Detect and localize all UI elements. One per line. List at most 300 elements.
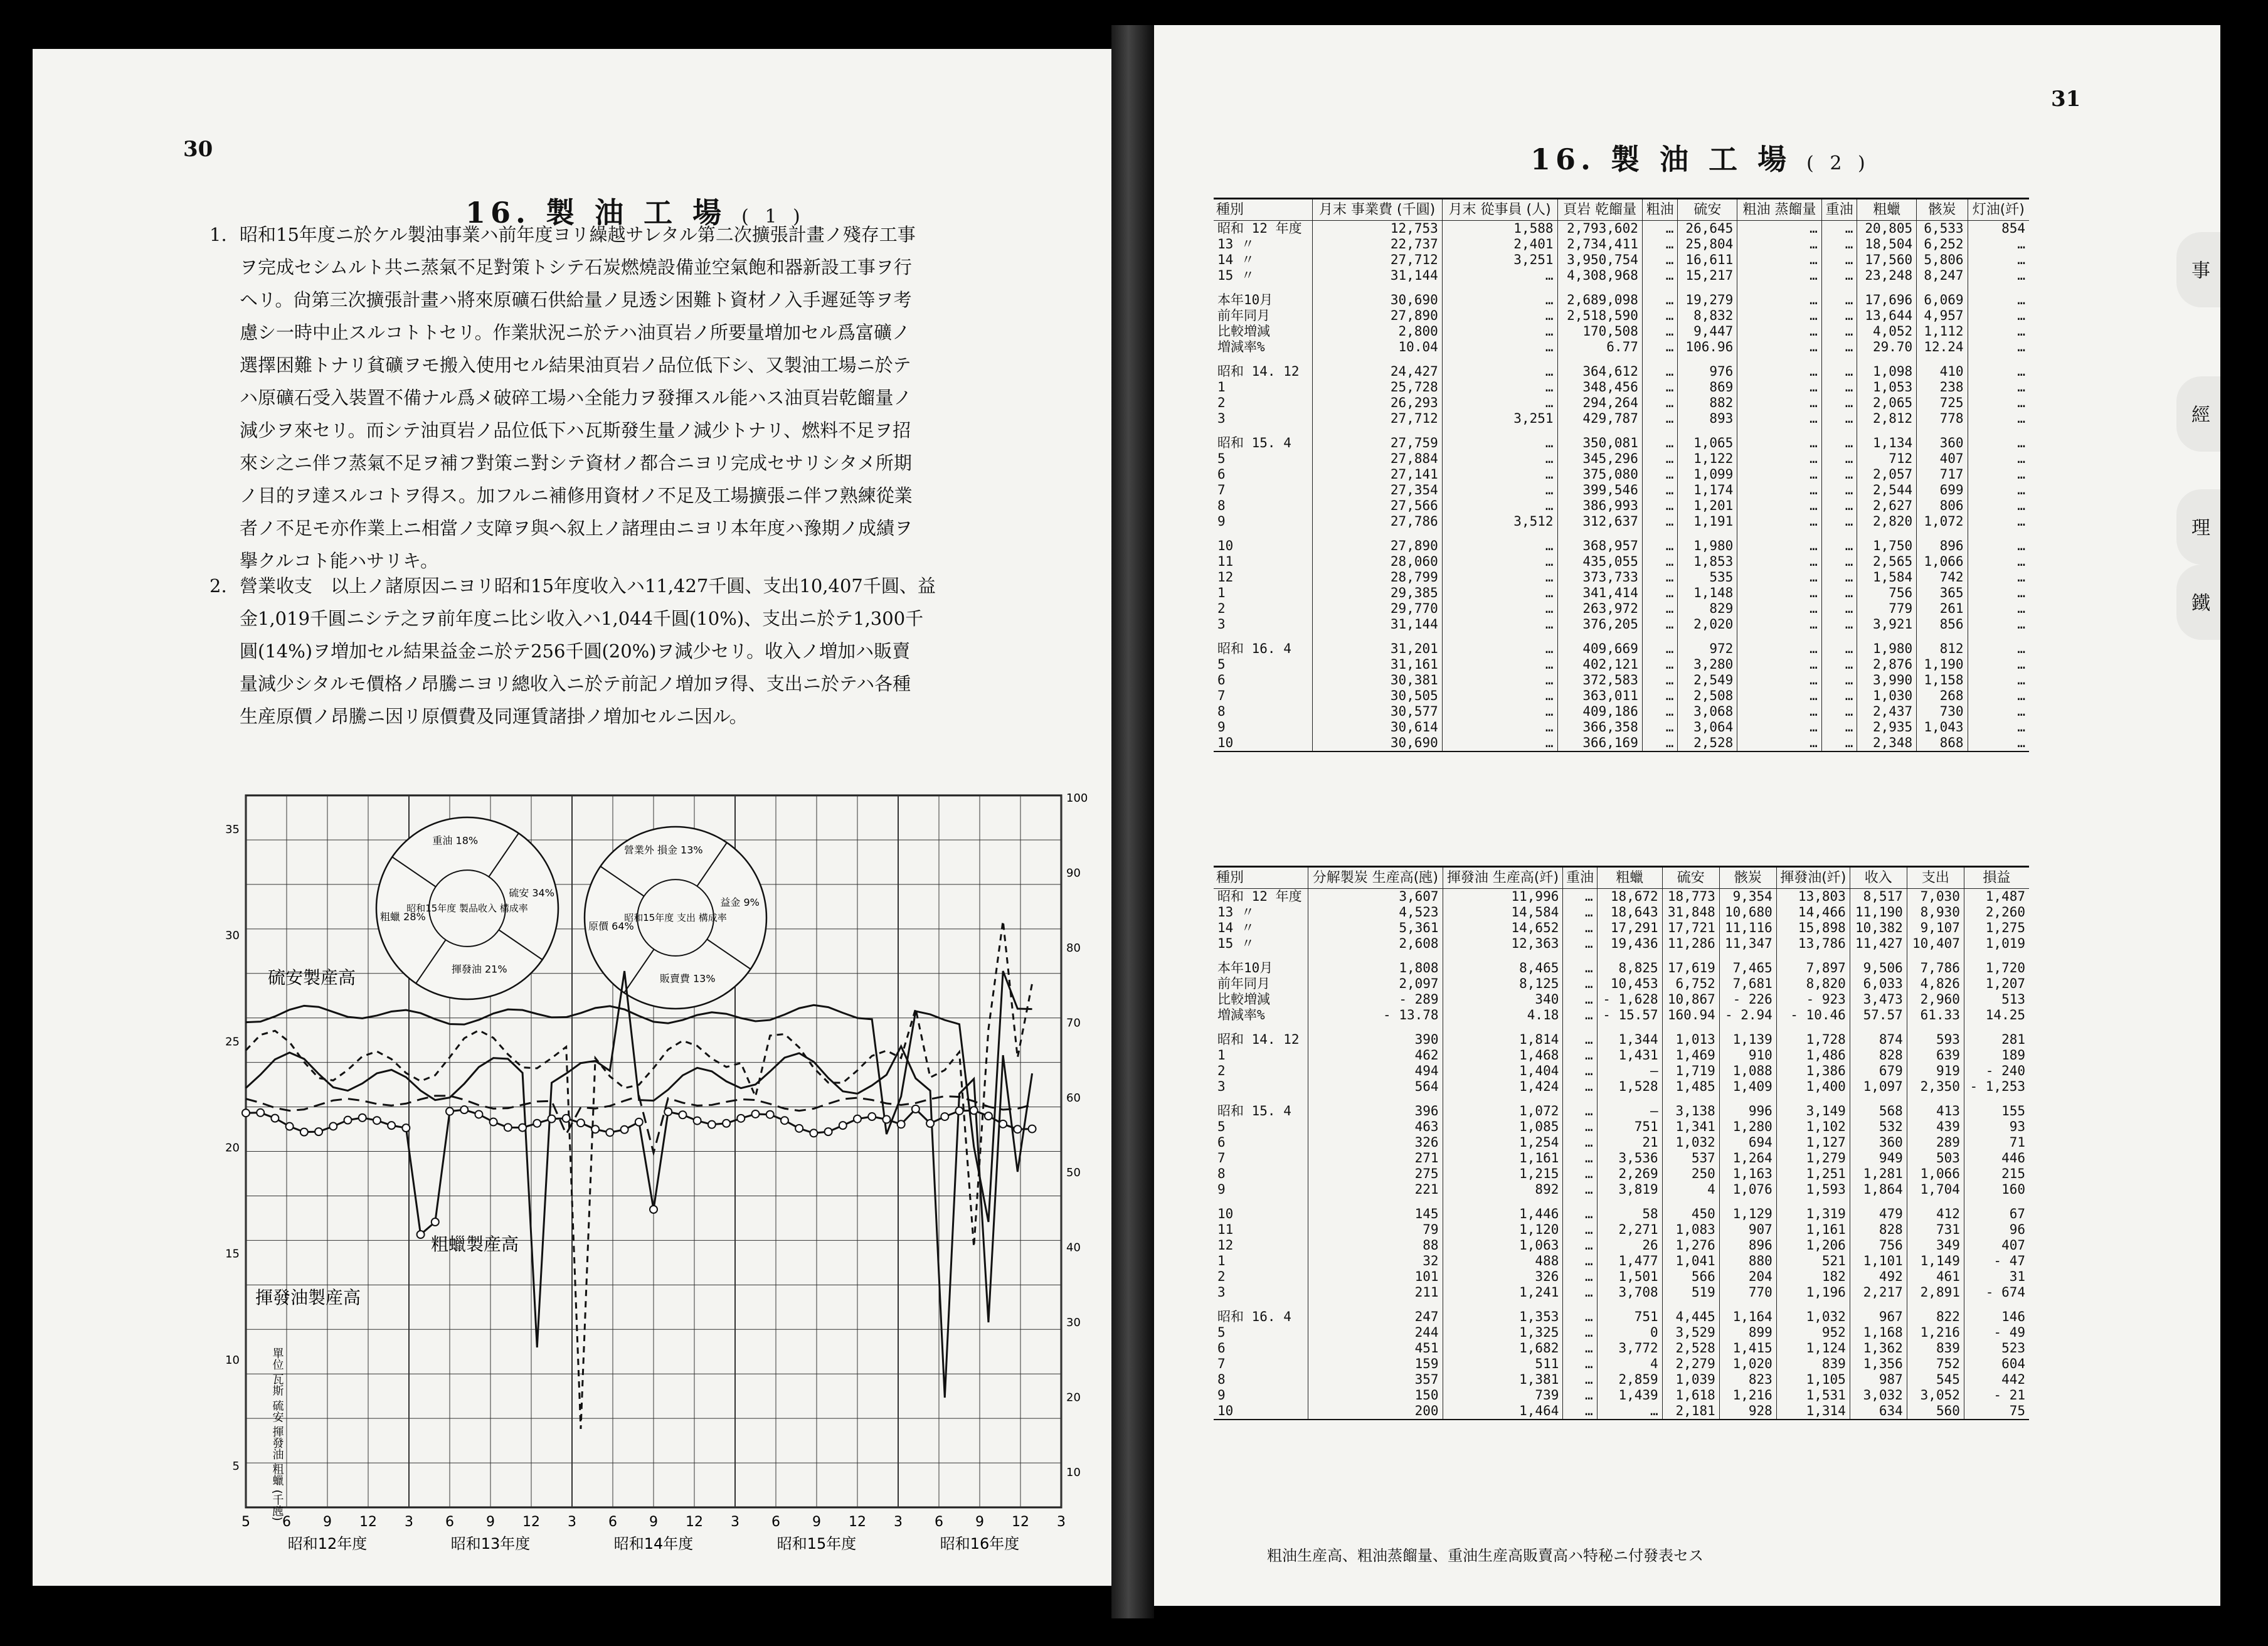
y-right-tick: 60 bbox=[1066, 1091, 1081, 1105]
table-cell: 967 bbox=[1850, 1300, 1907, 1325]
table-cell: 519 bbox=[1662, 1285, 1719, 1300]
x-tick-label: 3 bbox=[894, 1514, 903, 1530]
table-cell: … bbox=[1737, 585, 1822, 601]
table-cell: … bbox=[1821, 380, 1857, 395]
table-cell: 699 bbox=[1917, 482, 1968, 498]
table-cell: 71 bbox=[1964, 1135, 2029, 1150]
table-cell: 8,832 bbox=[1678, 308, 1737, 324]
table-cell: 11 bbox=[1217, 1222, 1234, 1237]
table-cell: 75 bbox=[1964, 1403, 2029, 1420]
table-cell: 1,409 bbox=[1719, 1079, 1776, 1095]
series-marker bbox=[985, 1112, 992, 1120]
table-cell: 386,993 bbox=[1557, 498, 1642, 514]
table-cell: - 1,628 bbox=[1597, 992, 1662, 1007]
table-cell: 比較増減 bbox=[1217, 992, 1270, 1007]
table-cell: 182 bbox=[1776, 1269, 1850, 1285]
table-cell: 1,127 bbox=[1776, 1135, 1850, 1150]
table-cell: 14 〃 bbox=[1217, 920, 1254, 935]
table-cell: 1,251 bbox=[1776, 1166, 1850, 1182]
table-cell: 717 bbox=[1917, 467, 1968, 482]
table-cell: 8 bbox=[1217, 704, 1226, 719]
table-cell: … bbox=[1563, 1222, 1597, 1238]
table-cell: … bbox=[1737, 514, 1822, 529]
table-cell: … bbox=[1737, 617, 1822, 632]
table-cell: 17,696 bbox=[1857, 284, 1917, 308]
table-cell: 7 bbox=[1217, 1150, 1226, 1165]
table-cell: 1,353 bbox=[1443, 1300, 1563, 1325]
table-cell: 8,125 bbox=[1443, 976, 1563, 992]
table-cell: … bbox=[1442, 451, 1557, 467]
pie-segment-label: 粗蠟 28% bbox=[380, 911, 426, 923]
table-cell: 6,069 bbox=[1917, 284, 1968, 308]
table-cell: 4 bbox=[1597, 1356, 1662, 1372]
table-cell: 昭和 12 年度 bbox=[1217, 889, 1302, 904]
table-row bbox=[1214, 657, 2029, 672]
table-cell: 987 bbox=[1850, 1372, 1907, 1388]
table-cell: … bbox=[1968, 735, 2029, 751]
series-marker bbox=[329, 1122, 337, 1130]
table-cell: … bbox=[1737, 719, 1822, 735]
table-cell: 1,041 bbox=[1662, 1253, 1719, 1269]
table-cell: … bbox=[1968, 585, 2029, 601]
table-cell: 25,728 bbox=[1312, 380, 1442, 395]
table-cell: 6,752 bbox=[1662, 976, 1719, 992]
table-cell: 261 bbox=[1917, 601, 1968, 617]
page-number-right: 31 bbox=[2051, 87, 2081, 112]
pie-income bbox=[376, 817, 558, 999]
table-cell: 16,611 bbox=[1678, 252, 1737, 268]
table-cell: … bbox=[1442, 482, 1557, 498]
table-cell: … bbox=[1642, 719, 1678, 735]
table-cell: … bbox=[1968, 719, 2029, 735]
table-cell: … bbox=[1737, 529, 1822, 554]
table-cell: 2,271 bbox=[1597, 1222, 1662, 1238]
series-marker bbox=[839, 1122, 847, 1129]
table-cell: 976 bbox=[1678, 355, 1737, 380]
y-right-tick: 80 bbox=[1066, 941, 1081, 955]
table-cell: 4 bbox=[1662, 1182, 1719, 1197]
table-cell: 11 bbox=[1217, 554, 1234, 569]
table-cell: 58 bbox=[1597, 1197, 1662, 1222]
series-marker bbox=[460, 1106, 468, 1113]
table-cell: … bbox=[1642, 236, 1678, 252]
table-cell: 1,158 bbox=[1917, 672, 1968, 688]
column-header: 支出 bbox=[1907, 867, 1964, 889]
table-cell: … bbox=[1737, 236, 1822, 252]
table-cell: 1,584 bbox=[1857, 570, 1917, 585]
table-cell: 535 bbox=[1678, 570, 1737, 585]
table-cell: 1,120 bbox=[1443, 1222, 1563, 1238]
table-cell: 399,546 bbox=[1557, 482, 1642, 498]
table-cell: … bbox=[1563, 1285, 1597, 1300]
pie-segment-label: 揮發油 21% bbox=[451, 963, 507, 975]
table-cell: 2,859 bbox=[1597, 1372, 1662, 1388]
table-cell: 5 bbox=[1217, 657, 1226, 672]
table-cell: 9,354 bbox=[1719, 889, 1776, 905]
table-cell: … bbox=[1821, 284, 1857, 308]
column-header: 頁岩 乾餾量 bbox=[1557, 199, 1642, 221]
table-cell: 昭和 16. 4 bbox=[1217, 641, 1291, 656]
table-cell: … bbox=[1821, 427, 1857, 451]
column-header: 粗蠟 bbox=[1857, 199, 1917, 221]
table-row bbox=[1214, 1222, 2029, 1238]
table-row bbox=[1214, 905, 2029, 920]
table-cell: 8 bbox=[1217, 498, 1226, 513]
y-left-tick: 35 bbox=[225, 823, 240, 836]
table-cell: … bbox=[1737, 688, 1822, 704]
table-cell: 1 bbox=[1217, 585, 1226, 600]
table-cell: 1,216 bbox=[1907, 1325, 1964, 1341]
table-cell: 1,102 bbox=[1776, 1119, 1850, 1135]
table-cell: 880 bbox=[1719, 1253, 1776, 1269]
table-cell: 376,205 bbox=[1557, 617, 1642, 632]
table-cell: 1,105 bbox=[1776, 1372, 1850, 1388]
column-header: 硫安 bbox=[1662, 867, 1719, 889]
pie-segment-label: 營業外 損金 13% bbox=[623, 844, 703, 856]
table-cell: 昭和 15. 4 bbox=[1217, 1103, 1291, 1118]
table-cell: 15,217 bbox=[1678, 268, 1737, 284]
x-tick-label: 6 bbox=[771, 1514, 780, 1530]
table-cell: 1,314 bbox=[1776, 1403, 1850, 1420]
index-tab[interactable]: 經 bbox=[2176, 376, 2220, 452]
table-row bbox=[1214, 252, 2029, 268]
table-cell: 2,269 bbox=[1597, 1166, 1662, 1182]
title-text: 16. 製 油 工 場 bbox=[465, 196, 727, 230]
table-cell: 3,251 bbox=[1442, 411, 1557, 427]
table-cell: 3,280 bbox=[1678, 657, 1737, 672]
table-cell: 1,020 bbox=[1719, 1356, 1776, 1372]
y-right-tick: 30 bbox=[1066, 1316, 1081, 1330]
series-marker bbox=[490, 1118, 497, 1126]
series-marker bbox=[533, 1120, 541, 1127]
table-cell: 21 bbox=[1597, 1135, 1662, 1150]
text-line: 昭和15年度ニ於ケル製油事業ハ前年度ヨリ繰越サレタル第二次擴張計畫ノ殘存工事 bbox=[240, 224, 916, 245]
table-cell: 3,138 bbox=[1662, 1095, 1719, 1119]
table-cell: 2 bbox=[1217, 601, 1226, 616]
table-row bbox=[1214, 632, 2029, 657]
table-cell: 725 bbox=[1917, 395, 1968, 411]
table-row bbox=[1214, 1007, 2029, 1023]
table-cell: 892 bbox=[1443, 1182, 1563, 1197]
table-cell: 1,101 bbox=[1850, 1253, 1907, 1269]
table-cell: 2,565 bbox=[1857, 554, 1917, 570]
table-cell: 1 bbox=[1217, 1253, 1226, 1268]
table-cell: … bbox=[1821, 529, 1857, 554]
table-cell: 513 bbox=[1964, 992, 2029, 1007]
table-cell: 1,032 bbox=[1662, 1135, 1719, 1150]
table-cell: 31,201 bbox=[1312, 632, 1442, 657]
table-cell: … bbox=[1968, 688, 2029, 704]
table-cell: 18,643 bbox=[1597, 905, 1662, 920]
table-cell: … bbox=[1737, 380, 1822, 395]
table-cell: 13 〃 bbox=[1217, 236, 1254, 252]
table-cell: 30,505 bbox=[1312, 688, 1442, 704]
table-cell: … bbox=[1968, 601, 2029, 617]
table-cell: 32 bbox=[1308, 1253, 1443, 1269]
index-tab[interactable]: 理 bbox=[2176, 489, 2220, 565]
table-cell: 779 bbox=[1857, 601, 1917, 617]
table-row bbox=[1214, 1150, 2029, 1166]
table-cell: 952 bbox=[1776, 1325, 1850, 1341]
series-marker bbox=[300, 1128, 308, 1136]
table-cell: 1,750 bbox=[1857, 529, 1917, 554]
x-tick-label: 12 bbox=[522, 1514, 540, 1530]
table-cell: 1,122 bbox=[1678, 451, 1737, 467]
table-cell: … bbox=[1642, 252, 1678, 268]
table-cell: 1,528 bbox=[1597, 1079, 1662, 1095]
table-cell: 8,247 bbox=[1917, 268, 1968, 284]
table-cell: 23,248 bbox=[1857, 268, 1917, 284]
table-cell: 360 bbox=[1850, 1135, 1907, 1150]
table-cell: 1,013 bbox=[1662, 1023, 1719, 1048]
series-marker bbox=[912, 1105, 919, 1113]
table-cell: … bbox=[1563, 936, 1597, 952]
table-cell: 238 bbox=[1917, 380, 1968, 395]
table-cell: 2,181 bbox=[1662, 1403, 1719, 1420]
table-cell: 1,190 bbox=[1917, 657, 1968, 672]
table-cell: … bbox=[1968, 632, 2029, 657]
series-marker bbox=[926, 1120, 934, 1127]
table-cell: … bbox=[1642, 498, 1678, 514]
table-row bbox=[1214, 719, 2029, 735]
table-row bbox=[1214, 570, 2029, 585]
table-cell: … bbox=[1821, 719, 1857, 735]
table-cell: 30,577 bbox=[1312, 704, 1442, 719]
footnote: 粗油生産高、粗油蒸餾量、重油生産高販賣高ハ特秘ニ付發表セス bbox=[1267, 1547, 1704, 1564]
table-cell: … bbox=[1563, 1023, 1597, 1048]
table-cell: 340 bbox=[1443, 992, 1563, 1007]
table-cell: 341,414 bbox=[1557, 585, 1642, 601]
table-cell: 26,293 bbox=[1312, 395, 1442, 411]
table-cell: 2,437 bbox=[1857, 704, 1917, 719]
table-cell: 1,168 bbox=[1850, 1325, 1907, 1341]
table-cell: 435,055 bbox=[1557, 554, 1642, 570]
table-cell: 22,737 bbox=[1312, 236, 1442, 252]
table-cell: 1,065 bbox=[1678, 427, 1737, 451]
table-cell: 1,129 bbox=[1719, 1197, 1776, 1222]
table-row bbox=[1214, 355, 2029, 380]
column-header: 月末 從事員 (人) bbox=[1442, 199, 1557, 221]
table-cell: … bbox=[1442, 554, 1557, 570]
table-cell: 756 bbox=[1850, 1238, 1907, 1253]
table-row bbox=[1214, 380, 2029, 395]
table-cell: … bbox=[1442, 570, 1557, 585]
table-cell: 1,196 bbox=[1776, 1285, 1850, 1300]
table-cell: … bbox=[1563, 905, 1597, 920]
table-cell: 4,052 bbox=[1857, 324, 1917, 339]
table-cell: 2,960 bbox=[1907, 992, 1964, 1007]
table-cell: 11,116 bbox=[1719, 920, 1776, 936]
series-marker bbox=[621, 1126, 628, 1134]
table-cell: 1,281 bbox=[1850, 1166, 1907, 1182]
table-cell: 1,019 bbox=[1964, 936, 2029, 952]
table-cell: 1,704 bbox=[1907, 1182, 1964, 1197]
series-marker bbox=[242, 1109, 250, 1117]
table-cell: 200 bbox=[1308, 1403, 1443, 1420]
table-cell: 1,276 bbox=[1662, 1238, 1719, 1253]
table-cell: … bbox=[1563, 889, 1597, 905]
table-cell: … bbox=[1968, 284, 2029, 308]
table-cell: 1,191 bbox=[1678, 514, 1737, 529]
table-cell: 前年同月 bbox=[1217, 308, 1270, 323]
y-right-tick: 20 bbox=[1066, 1391, 1081, 1404]
table-row bbox=[1214, 936, 2029, 952]
table-cell: 494 bbox=[1308, 1063, 1443, 1079]
table-cell: 2,891 bbox=[1907, 1285, 1964, 1300]
table-cell: 1,215 bbox=[1443, 1166, 1563, 1182]
table-cell: … bbox=[1737, 672, 1822, 688]
pie-segment-label: 益金 9% bbox=[720, 896, 760, 908]
table-cell: … bbox=[1968, 268, 2029, 284]
table-cell: 3,708 bbox=[1597, 1285, 1662, 1300]
table-cell: … bbox=[1737, 252, 1822, 268]
table-cell: 511 bbox=[1443, 1356, 1563, 1372]
table-cell: 189 bbox=[1964, 1048, 2029, 1063]
table-cell: … bbox=[1563, 1095, 1597, 1119]
table-cell: 31 bbox=[1964, 1269, 2029, 1285]
table-cell: … bbox=[1642, 570, 1678, 585]
table-row bbox=[1214, 688, 2029, 704]
table-cell: 919 bbox=[1907, 1063, 1964, 1079]
table-cell: 1,720 bbox=[1964, 952, 2029, 976]
series-marker bbox=[708, 1121, 716, 1128]
table-cell: - 240 bbox=[1964, 1063, 2029, 1079]
table-cell: 326 bbox=[1443, 1269, 1563, 1285]
table-cell: 410 bbox=[1917, 355, 1968, 380]
table-cell: … bbox=[1442, 355, 1557, 380]
table-cell: 8,517 bbox=[1850, 889, 1907, 905]
table-cell: 312,637 bbox=[1557, 514, 1642, 529]
left-page bbox=[33, 49, 1111, 1586]
table-cell: 15 〃 bbox=[1217, 268, 1254, 283]
table-cell: 1,083 bbox=[1662, 1222, 1719, 1238]
table-cell: … bbox=[1642, 514, 1678, 529]
table-cell: … bbox=[1737, 570, 1822, 585]
series-label: 粗蠟製産高 bbox=[431, 1234, 519, 1255]
table-row bbox=[1214, 1253, 2029, 1269]
year-label: 昭和16年度 bbox=[940, 1535, 1020, 1553]
table-row bbox=[1214, 1079, 2029, 1095]
table-cell: 479 bbox=[1850, 1197, 1907, 1222]
table-cell: … bbox=[1642, 601, 1678, 617]
series-marker bbox=[257, 1109, 264, 1117]
table-cell: … bbox=[1442, 632, 1557, 657]
table-cell: 27,890 bbox=[1312, 308, 1442, 324]
table-cell: 昭和 15. 4 bbox=[1217, 435, 1291, 450]
table-cell: 1,098 bbox=[1857, 355, 1917, 380]
table-cell: 839 bbox=[1907, 1341, 1964, 1356]
table-cell: … bbox=[1968, 704, 2029, 719]
table-cell: 27,354 bbox=[1312, 482, 1442, 498]
table-refinery-production bbox=[1214, 198, 2029, 752]
table-cell: … bbox=[1642, 657, 1678, 672]
series-marker bbox=[417, 1231, 425, 1238]
table-cell: 26,645 bbox=[1678, 221, 1737, 237]
table-row bbox=[1214, 1238, 2029, 1253]
table-cell: 93 bbox=[1964, 1119, 2029, 1135]
table-cell: 244 bbox=[1308, 1325, 1443, 1341]
table-cell: 503 bbox=[1907, 1150, 1964, 1166]
series-marker bbox=[475, 1110, 482, 1118]
table-cell: 375,080 bbox=[1557, 467, 1642, 482]
table-cell: 2,401 bbox=[1442, 236, 1557, 252]
table-cell: 1,469 bbox=[1662, 1048, 1719, 1063]
table-cell: 492 bbox=[1850, 1269, 1907, 1285]
table-cell: 247 bbox=[1308, 1300, 1443, 1325]
table-cell: … bbox=[1968, 657, 2029, 672]
table-cell: 本年10月 bbox=[1217, 292, 1273, 307]
table-cell: 390 bbox=[1308, 1023, 1443, 1048]
year-label: 昭和15年度 bbox=[776, 1535, 857, 1553]
table-cell: 770 bbox=[1719, 1285, 1776, 1300]
table-cell: 1,362 bbox=[1850, 1341, 1907, 1356]
table-cell: 823 bbox=[1719, 1372, 1776, 1388]
series-marker bbox=[970, 1107, 978, 1114]
table-cell: 910 bbox=[1719, 1048, 1776, 1063]
series-marker bbox=[664, 1108, 672, 1115]
table-cell: … bbox=[1737, 601, 1822, 617]
table-cell: 856 bbox=[1917, 617, 1968, 632]
table-cell: 31,161 bbox=[1312, 657, 1442, 672]
table-cell: 27,712 bbox=[1312, 252, 1442, 268]
index-tab[interactable]: 鐵 bbox=[2176, 565, 2220, 640]
table-cell: 13,803 bbox=[1776, 889, 1850, 905]
table-cell: 145 bbox=[1308, 1197, 1443, 1222]
table-cell: 294,264 bbox=[1557, 395, 1642, 411]
table-cell: 1,487 bbox=[1964, 889, 2029, 905]
table-cell: 442 bbox=[1964, 1372, 2029, 1388]
table-cell: 30,381 bbox=[1312, 672, 1442, 688]
table-cell: 20,805 bbox=[1857, 221, 1917, 237]
table-cell: 5,806 bbox=[1917, 252, 1968, 268]
table-row bbox=[1214, 427, 2029, 451]
table-cell: 429,787 bbox=[1557, 411, 1642, 427]
table-cell: 3 bbox=[1217, 1285, 1226, 1300]
table-cell: … bbox=[1563, 1063, 1597, 1079]
table-cell: 6 bbox=[1217, 672, 1226, 688]
table-row bbox=[1214, 1023, 2029, 1048]
table-cell: 9 bbox=[1217, 514, 1226, 529]
table-cell: 1,161 bbox=[1443, 1150, 1563, 1166]
table-cell: 7,786 bbox=[1907, 952, 1964, 976]
table-cell: 532 bbox=[1850, 1119, 1907, 1135]
table-cell: … bbox=[1737, 451, 1822, 467]
table-cell: 1,076 bbox=[1719, 1182, 1776, 1197]
series-marker bbox=[679, 1111, 686, 1118]
table-row bbox=[1214, 1300, 2029, 1325]
table-cell: — bbox=[1597, 1095, 1662, 1119]
table-cell: 462 bbox=[1308, 1048, 1443, 1063]
table-cell: 450 bbox=[1662, 1197, 1719, 1222]
x-tick-label: 3 bbox=[1057, 1514, 1066, 1530]
index-tab[interactable]: 事 bbox=[2176, 232, 2220, 307]
table-cell: 751 bbox=[1597, 1119, 1662, 1135]
table-cell: 221 bbox=[1308, 1182, 1443, 1197]
table-cell: … bbox=[1737, 498, 1822, 514]
series-marker bbox=[344, 1117, 352, 1124]
table-cell: 8,930 bbox=[1907, 905, 1964, 920]
table-cell: 446 bbox=[1964, 1150, 2029, 1166]
series-marker bbox=[359, 1114, 366, 1122]
table-cell: 10,382 bbox=[1850, 920, 1907, 936]
table-cell: … bbox=[1737, 704, 1822, 719]
table-cell: 88 bbox=[1308, 1238, 1443, 1253]
table-row bbox=[1214, 952, 2029, 976]
table-cell: 7,681 bbox=[1719, 976, 1776, 992]
table-cell: … bbox=[1821, 688, 1857, 704]
table-row bbox=[1214, 324, 2029, 339]
table-cell: 1,404 bbox=[1443, 1063, 1563, 1079]
